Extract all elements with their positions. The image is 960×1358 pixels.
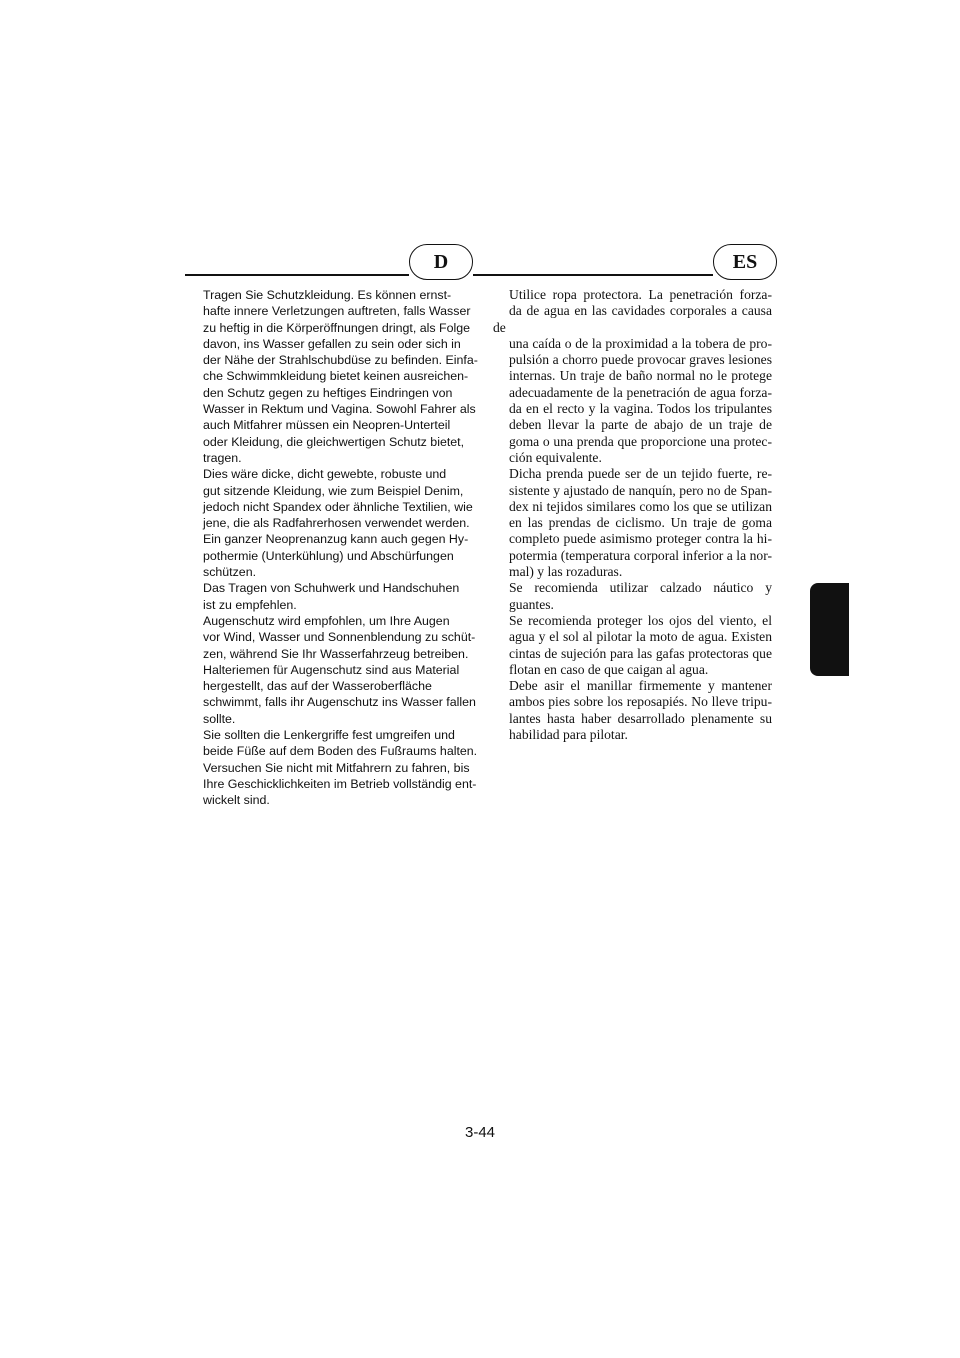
- text-line: hafte innere Verletzungen auftreten, falls Wasser: [203, 304, 471, 319]
- text-line: schützen.: [203, 565, 257, 580]
- text-line: una caída o de la proximidad a la tobera de pro-: [509, 335, 772, 351]
- text-line: vor Wind, Wasser und Sonnenblendung zu schüt-: [203, 630, 476, 645]
- text-line: Debe asir el manillar firmemente y mantener: [509, 678, 772, 694]
- text-line: Dicha prenda puede ser de un tejido fuerte, re-: [509, 466, 772, 482]
- text-line: lantes hasta haber desarrollado plenamente su: [509, 710, 772, 726]
- paragraph: [493, 580, 772, 613]
- page-number: 3-44: [464, 1124, 496, 1141]
- text-line: schwimmt, falls ihr Augenschutz ins Wasser fallen: [203, 695, 476, 710]
- text-line: zen, während Sie Ihr Wasserfahrzeug betreiben.: [203, 646, 469, 661]
- text-line: Wasser in Rektum und Vagina. Sowohl Fahrer als: [203, 402, 476, 417]
- text-line: dex ni tejidos similares como los que se utilizan: [509, 498, 772, 514]
- text-line: Ein ganzer Neoprenanzug kann auch gegen Hy-: [203, 532, 469, 547]
- paragraph: [493, 287, 772, 466]
- spanish-text-column: [493, 287, 772, 743]
- text-line: zu heftig in die Körperöffnungen dringt, als Folge: [203, 320, 471, 335]
- text-line: hergestellt, das auf der Wasseroberfläche: [203, 679, 432, 694]
- text-line: habilidad para pilotar.: [509, 727, 628, 743]
- text-line: pulsión a chorro puede provocar graves lesiones: [509, 352, 772, 368]
- text-line: ambos pies sobre los reposapiés. No lleve tripu-: [509, 694, 772, 710]
- text-line: adecuadamente de la penetración de agua forza-: [509, 384, 772, 400]
- paragraph: [493, 678, 772, 743]
- text-line: completo puede asimismo proteger contra la hi-: [509, 531, 772, 547]
- language-badge-german: D: [409, 244, 473, 280]
- text-line: wickelt sind.: [203, 793, 270, 808]
- text-line: Versuchen Sie nicht mit Mitfahrern zu fahren, bis: [203, 760, 470, 775]
- text-line: beide Füße auf dem Boden des Fußraums halten.: [203, 744, 478, 759]
- german-text-column: [187, 287, 478, 809]
- text-line: davon, ins Wasser gefallen zu sein oder sich in: [203, 336, 461, 351]
- header-rule-middle: [473, 274, 713, 276]
- text-line: deben llevar la parte de abajo de un traje de: [509, 417, 772, 433]
- text-line: Ihre Geschicklichkeiten im Betrieb vollständig ent-: [203, 776, 477, 791]
- text-line: ist zu empfehlen.: [203, 597, 297, 612]
- text-line: Se recomienda proteger los ojos del viento, el: [509, 612, 772, 628]
- text-line: sistente y ajustado de nanquín, pero no de Span-: [509, 482, 772, 498]
- text-line: da de agua en las cavidades corporales a causa de: [493, 303, 772, 335]
- paragraph: [187, 287, 478, 466]
- language-badge-spanish: ES: [713, 244, 777, 280]
- text-line: Se recomienda utilizar calzado náutico y: [509, 580, 772, 596]
- text-line: goma o una prenda que proporcione una protec-: [509, 433, 772, 449]
- header-rule-left: [185, 274, 409, 276]
- text-line: flotan en caso de que caigan al agua.: [509, 661, 709, 677]
- paragraph: [493, 613, 772, 678]
- paragraph: [187, 466, 473, 580]
- text-line: den Schutz gegen zu heftiges Eindringen von: [203, 385, 453, 400]
- text-line: potermia (temperatura corporal inferior a la nor-: [509, 547, 772, 563]
- text-line: auch Mitfahrer müssen ein Neopren-Unterteil: [203, 418, 451, 433]
- text-line: cintas de sujeción para las gafas protectoras que: [509, 645, 772, 661]
- text-line: internas. Un traje de baño normal no le protege: [509, 368, 772, 384]
- text-line: oder Kleidung, die gleichwertigen Schutz bietet,: [203, 434, 465, 449]
- text-line: guantes.: [509, 596, 554, 612]
- paragraph: [187, 727, 478, 808]
- text-line: mal) y las rozaduras.: [509, 564, 623, 580]
- text-line: che Schwimmkleidung bietet keinen ausreichen-: [203, 369, 469, 384]
- text-line: gut sitzende Kleidung, wie zum Beispiel Denim,: [203, 483, 464, 498]
- text-line: ción equivalente.: [509, 449, 602, 465]
- text-line: Utilice ropa protectora. La penetración forza-: [509, 287, 772, 302]
- text-line: Augenschutz wird empfohlen, um Ihre Augen: [203, 613, 450, 628]
- text-line: Das Tragen von Schuhwerk und Handschuhen: [203, 581, 460, 596]
- text-line: jedoch nicht Spandex oder ähnliche Textilien, wie: [203, 499, 473, 514]
- paragraph: [187, 580, 463, 613]
- paragraph: [187, 613, 476, 727]
- text-line: agua y el sol al pilotar la moto de agua. Existen: [509, 629, 772, 645]
- chapter-thumb-tab: [810, 583, 849, 676]
- text-line: Halteriemen für Augenschutz sind aus Material: [203, 662, 460, 677]
- text-line: sollte.: [203, 711, 236, 726]
- text-line: Sie sollten die Lenkergriffe fest umgreifen und: [203, 728, 455, 743]
- text-line: Tragen Sie Schutzkleidung. Es können ernst-: [203, 288, 452, 302]
- text-line: tragen.: [203, 450, 242, 465]
- text-line: da en el recto y la vagina. Todos los tripulantes: [509, 401, 772, 417]
- text-line: pothermie (Unterkühlung) und Abschürfungen: [203, 548, 454, 563]
- paragraph: [493, 466, 772, 580]
- text-line: en las prendas de ciclismo. Un traje de goma: [509, 515, 772, 531]
- text-line: Dies wäre dicke, dicht gewebte, robuste und: [203, 467, 447, 482]
- text-line: jene, die als Radfahrerhosen verwendet werden.: [203, 516, 470, 531]
- text-line: der Nähe der Strahlschubdüse zu befinden. Einfa-: [203, 353, 478, 368]
